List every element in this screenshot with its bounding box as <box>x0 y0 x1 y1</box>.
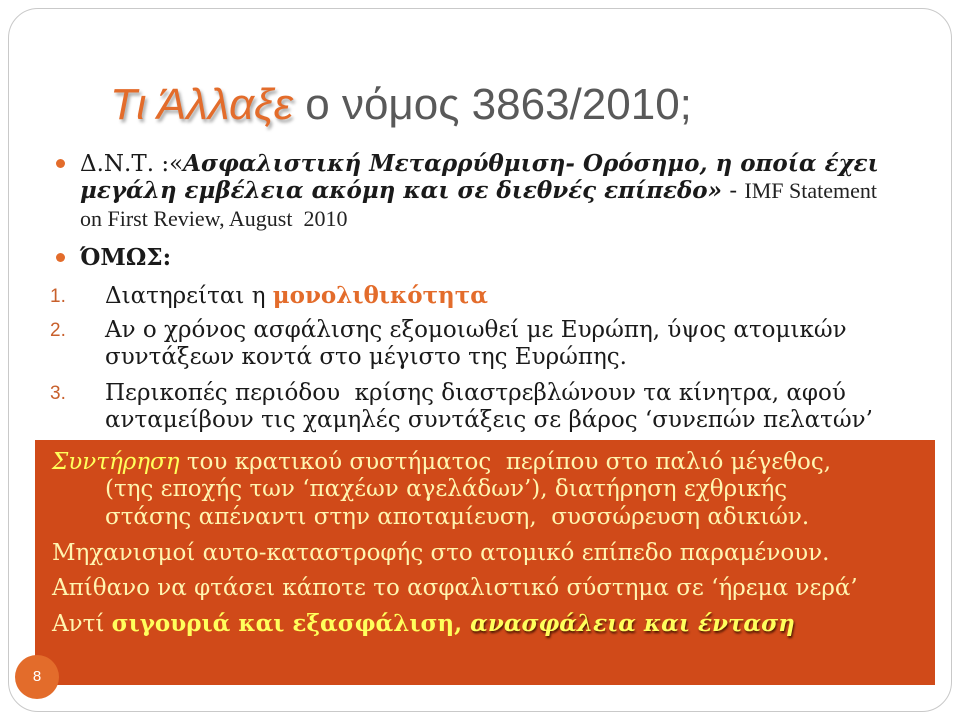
imf-bullet-line-3 <box>80 205 347 233</box>
list-item-1 <box>105 282 488 310</box>
however-heading: ΌΜΩΣ: <box>80 244 172 271</box>
box-para-4-bold: σιγουριά και εξασφάλιση, <box>111 610 471 637</box>
imf-quote-line-2: μεγάλη εμβέλεια ακόμη και σε διεθνές επίπεδο» <box>80 177 723 204</box>
list-number: 1. <box>50 286 66 307</box>
box-para-1-line-1 <box>52 448 831 476</box>
imf-bullet-line-1 <box>80 150 879 178</box>
box-para-4-emphasis: ανασφάλεια και ένταση <box>470 610 795 637</box>
box-para-1-line-1-rest: του κρατικού συστήματος περίπου στο παλιό μέγεθος, <box>179 449 832 475</box>
bullet-icon <box>56 253 65 262</box>
box-para-1-line-3: στάσης απέναντι στην αποταμίευση, συσσώρευση αδικιών. <box>105 504 810 530</box>
list-item-3-line-1: Περικοπές περιόδου κρίσης διαστρεβλώνουν τα κίνητρα, αφού <box>105 380 846 406</box>
imf-source-line-2: on First Review, August 2010 <box>80 206 348 231</box>
imf-prefix: Δ.Ν.Τ. :« <box>80 151 184 177</box>
box-para-4 <box>52 610 795 638</box>
imf-quote-line-1: Ασφαλιστική Μεταρρύθμιση- Ορόσημο, η οποία έχει <box>183 150 879 177</box>
imf-source-line-1: IMF Statement <box>744 178 878 203</box>
list-item-1-text: Διατηρείται η <box>105 283 273 309</box>
list-number: 2. <box>50 320 66 341</box>
list-item-1-highlight: μονολιθικότητα <box>272 282 488 309</box>
list-number: 3. <box>50 383 66 404</box>
bullet-icon <box>56 159 65 168</box>
slide-title <box>110 79 692 131</box>
list-item-2-line-1: Αν ο χρόνος ασφάλισης εξομοιωθεί με Ευρώπη, ύψος ατομικών <box>105 317 847 343</box>
list-item-3-line-2: ανταμείβουν τις χαμηλές συντάξεις σε βάρος ‘συνεπών πελατών’ <box>105 407 873 433</box>
page-number: 8 <box>15 655 59 699</box>
list-item-2-line-2: συντάξεων κοντά στο μέγιστο της Ευρώπης. <box>105 344 627 370</box>
imf-bullet-line-2 <box>80 177 877 205</box>
box-para-1-line-2: (της εποχής των ‘παχέων αγελάδων’), διατήρηση εχθρικής <box>105 476 788 502</box>
box-para-1-emphasis: Συντήρηση <box>52 449 180 475</box>
box-para-4-prefix: Αντί <box>52 611 112 637</box>
box-para-3: Απίθανο να φτάσει κάποτε το ασφαλιστικό σύστημα σε ‘ήρεμα νερά’ <box>52 575 858 601</box>
imf-separator: - <box>722 178 745 204</box>
box-para-2: Μηχανισμοί αυτο-καταστροφής στο ατομικό επίπεδο παραμένουν. <box>52 540 830 566</box>
title-rest: ο νόμος 3863/2010; <box>293 80 692 129</box>
title-accent: Τι Άλλαξε <box>110 80 294 129</box>
